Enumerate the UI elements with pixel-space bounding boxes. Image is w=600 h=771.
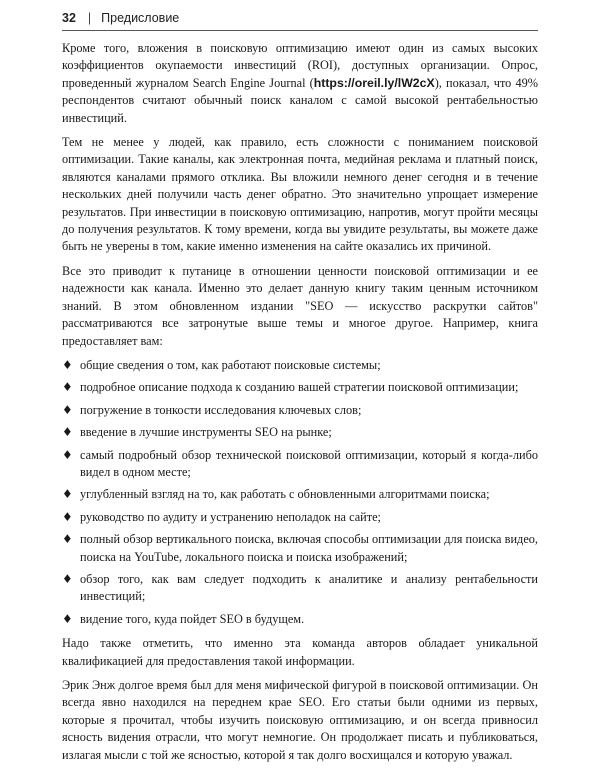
list-item [62,611,538,628]
list-item [62,509,538,526]
paragraph-eric-enge: Эрик Энж долгое время был для меня мифической фигурой в поисковой оптимизации. Он всегда явно находился на переднем крае SEO. Его статьи были одними из первых, которые я прочитал, чтобы изучить поисковую оптимизацию, и он всегда привносил ясность видения отрасли, что могут немногие. Он продолжает писать и публиковаться, излагая мысли с той же ясностью, которой я так долго восхищался и которую уважал. [62,678,538,762]
paragraph-roi-text-end: ), показал, что 49% респондентов считают обычный поиск каналом с самой высокой рентабельностью инвестиций. [62,75,538,125]
running-header [62,10,538,31]
paragraph-book-value: Все это приводит к путанице в отношении ценности поисковой оптимизации и ее надежности как канала. Именно это делает данную книгу таким ценным источником знаний. В этом обновленном издании "SEO — искусство раскрутки сайтов" рассматриваются все затронутые выше темы и многое другое. Например, книга предоставляет вам: [62,263,538,348]
paragraph-roi [62,40,538,127]
list-item-text: погружение в тонкости исследования ключевых слов; [80,402,362,417]
list-item-text: обзор того, как вам следует подходить к аналитике и анализу рентабельности инвестиций; [80,571,538,604]
list-item [62,486,538,503]
paragraph-difficulty: Тем не менее у людей, как правило, есть сложности с пониманием поисковой оптимизации. Такие каналы, как электронная почта, медийная реклама и платный поиск, являются каналами прямого отклика. Вы вложили немного денег сегодня и в течение нескольких дней получили часть денег обратно. Это значительно упрощает измерение результатов. При инвестиции в поисковую оптимизацию, напротив, могут пройти месяцы до получения результатов. К тому времени, когда вы увидите результаты, вы можете даже быть не уверены в том, какие именно изменения на сайте оказались их причиной. [62,135,538,254]
list-item-text: подробное описание подхода к созданию вашей стратегии поисковой оптимизации; [80,380,519,395]
source-link[interactable]: https://oreil.ly/lW2cX [313,75,435,90]
bullet-diamond-icon: ♦ [62,611,73,626]
bullet-diamond-icon: ♦ [62,402,73,417]
list-item-text: самый подробный обзор технической поисковой оптимизации, который я когда-либо видел в одном месте; [80,447,538,479]
list-item-text: руководство по аудиту и устранению неполадок на сайте; [80,509,381,524]
bullet-diamond-icon: ♦ [62,509,73,524]
list-item-text: видение того, куда пойдет SEO в будущем. [80,611,305,626]
paragraph-authors: Надо также отметить, что именно эта команда авторов обладает уникальной квалификацией для предоставления такой информации. [62,636,538,668]
list-item [62,571,538,606]
section-title: Предисловие [101,11,180,25]
list-item [62,379,538,396]
bullet-diamond-icon: ♦ [62,357,73,372]
list-item [62,447,538,482]
page-body [62,40,538,771]
feature-list [62,357,538,628]
list-item-text: введение в лучшие инструменты SEO на рынке; [80,425,332,440]
bullet-diamond-icon: ♦ [62,425,73,440]
list-item [62,531,538,566]
bullet-diamond-icon: ♦ [62,447,73,462]
paragraph-roi-text-start: Кроме того, вложения в поисковую оптимизацию имеют один из самых высоких коэффициентов окупаемости инвестиций (ROI), доступных организации. Опрос, проведенный журналом Search Engine Journal ( [62,41,538,90]
list-item [62,424,538,441]
bullet-diamond-icon: ♦ [62,571,73,586]
page-number: 32 [62,11,76,25]
header-separator: | [87,11,92,25]
bullet-diamond-icon: ♦ [62,380,73,395]
list-item-text: углубленный взгляд на то, как работать с обновленными алгоритмами поиска; [80,487,490,502]
bullet-diamond-icon: ♦ [62,487,73,502]
list-item [62,357,538,374]
bullet-diamond-icon: ♦ [62,532,73,547]
list-item-text: общие сведения о том, как работают поисковые системы; [80,357,381,372]
list-item [62,402,538,419]
list-item-text: полный обзор вертикального поиска, включая способы оптимизации для поиска видео, поиска на YouTube, локального поиска и поиска изображений; [80,532,538,564]
